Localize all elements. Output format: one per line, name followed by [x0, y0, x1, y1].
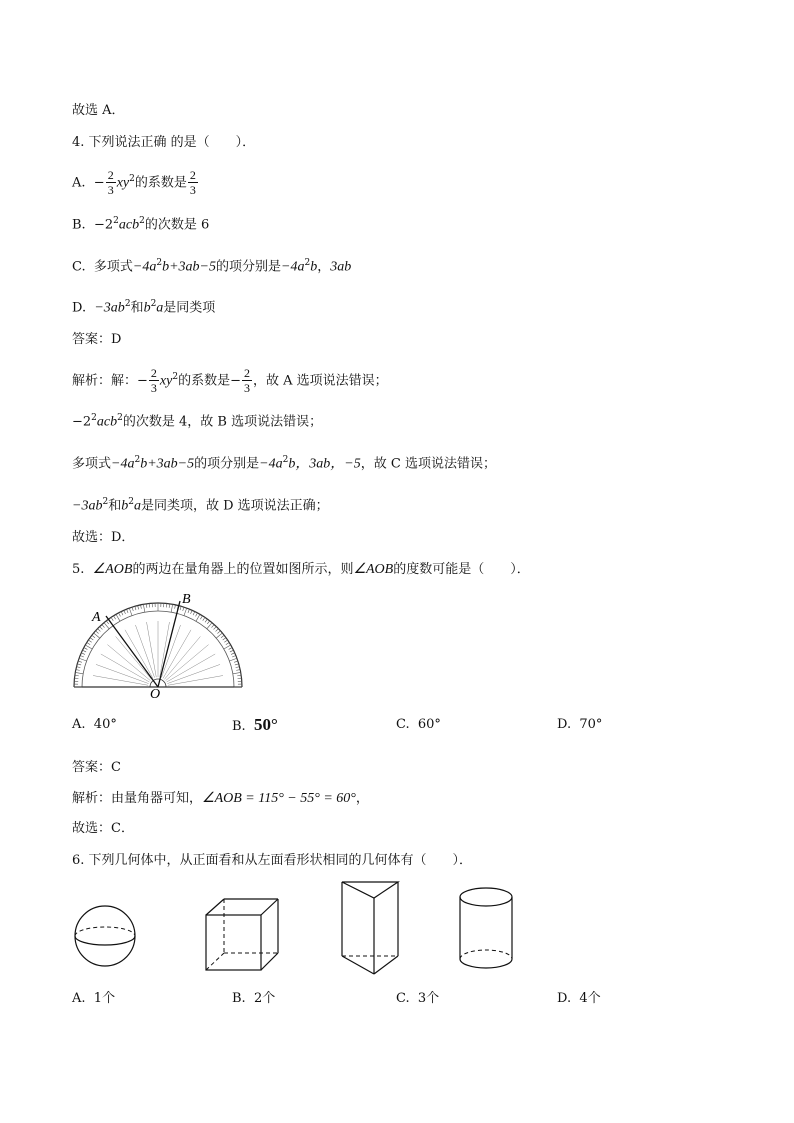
option-label: D. — [557, 717, 572, 732]
analysis-text: 的系数是 — [178, 373, 231, 389]
protractor-tick — [88, 640, 91, 642]
protractor-tick — [76, 670, 80, 671]
protractor-tick — [111, 617, 113, 620]
fraction — [188, 168, 198, 197]
protractor-tick — [146, 604, 147, 608]
conjunction: 和 — [108, 498, 122, 514]
q6-option-d — [557, 987, 601, 1006]
option-value: 1个 — [93, 991, 116, 1006]
protractor-tick — [100, 627, 103, 630]
q4-option-d — [72, 294, 215, 318]
variable: xy — [159, 373, 173, 389]
fraction-denominator: 3 — [244, 381, 251, 396]
separator: ， — [317, 259, 331, 275]
q6-stem: 6. 下列几何体中，从正面看和从左面看形状相同的几何体有（ ）． — [72, 853, 473, 868]
protractor-tick — [212, 625, 215, 628]
option-label: D. — [557, 991, 572, 1006]
protractor-tick — [193, 612, 195, 616]
fraction-numerator: 2 — [107, 168, 114, 183]
protractor-tick — [76, 667, 80, 668]
protractor-tick — [119, 613, 121, 617]
protractor-tick — [180, 606, 181, 610]
expression: −2 — [93, 217, 114, 233]
variable: acb — [96, 414, 118, 430]
expression: ，3ab，−5 — [295, 456, 361, 472]
option-value: 40° — [93, 717, 117, 732]
expression: 3ab — [330, 259, 352, 275]
expression: a — [133, 498, 141, 514]
expression: a — [156, 300, 164, 316]
protractor-tick — [84, 648, 88, 650]
protractor-tick — [96, 631, 99, 634]
minus-sign: − — [230, 373, 242, 389]
expression: b — [288, 456, 296, 472]
option-value: 4个 — [579, 991, 601, 1006]
expression: b — [121, 498, 129, 514]
protractor-tick — [143, 604, 144, 612]
variable: xy — [116, 175, 130, 191]
q5-option-c — [396, 717, 441, 732]
protractor-tick — [116, 614, 120, 621]
fraction-denominator: 3 — [150, 381, 157, 396]
analysis-text: ， — [355, 791, 369, 806]
protractor-tick — [78, 661, 82, 662]
label-o: O — [150, 687, 161, 702]
exponent: 2 — [282, 455, 289, 465]
q4-option-b — [72, 211, 209, 235]
protractor-tick — [237, 675, 241, 676]
fraction-denominator: 3 — [189, 183, 196, 198]
protractor-tick — [75, 672, 83, 673]
expression: −4a — [111, 456, 135, 472]
protractor-tick — [233, 672, 241, 673]
analysis-expression: ∠AOB = 115° − 55° = 60° — [202, 791, 356, 806]
protractor-tick — [207, 621, 209, 624]
protractor-tick — [75, 675, 79, 676]
expression: b — [143, 300, 151, 316]
question-number: 5. — [72, 562, 85, 577]
q5-answer: 答案：C — [72, 760, 121, 775]
exponent: 2 — [156, 258, 163, 268]
protractor-tick — [90, 638, 93, 640]
q5-option-a — [72, 717, 117, 732]
expression: b+3ab−5 — [162, 259, 216, 275]
q4-analysis-line-1 — [72, 362, 388, 396]
fraction-numerator: 2 — [244, 366, 251, 381]
protractor-tick — [81, 653, 85, 655]
sphere-figure — [70, 900, 140, 970]
analysis-text: 的项分别是 — [194, 456, 260, 472]
protractor-tick — [223, 638, 226, 640]
fraction — [149, 366, 159, 395]
protractor-tick — [214, 627, 217, 630]
protractor-tick — [92, 635, 95, 637]
protractor-tick — [217, 631, 220, 634]
protractor-tick — [230, 650, 234, 652]
label-a: A — [92, 610, 101, 625]
expression: b+3ab−5 — [140, 456, 195, 472]
q6-option-a — [72, 987, 115, 1006]
q4-analysis-line-4 — [72, 492, 329, 516]
expression: −3ab — [72, 498, 103, 514]
analysis-text: ，故 C 选项说法错误； — [360, 456, 496, 472]
q4-conclusion: 故选：D． — [72, 530, 135, 545]
protractor-tick — [171, 604, 172, 612]
protractor-tick — [124, 610, 126, 614]
conjunction: 和 — [130, 300, 144, 316]
triangular-prism-figure — [338, 878, 404, 978]
q4-analysis-line-3 — [72, 450, 496, 474]
q5-analysis — [72, 789, 369, 809]
option-text: 的项分别是 — [216, 259, 282, 275]
fraction-numerator: 2 — [189, 168, 196, 183]
analysis-prefix: 多项式 — [72, 456, 112, 472]
option-value: 3个 — [417, 991, 440, 1006]
variable: acb — [118, 217, 140, 233]
protractor-tick — [132, 607, 133, 611]
minus-sign: − — [93, 175, 105, 191]
expression: b — [310, 259, 318, 275]
exponent: 2 — [102, 497, 109, 507]
protractor-tick — [226, 642, 229, 644]
cylinder-figure — [457, 885, 517, 975]
expression: −4a — [281, 259, 305, 275]
protractor-tick — [196, 614, 200, 621]
protractor-tick — [221, 635, 224, 637]
option-text: 的次数是 6 — [144, 217, 210, 233]
protractor-tick — [169, 604, 170, 608]
q5-option-d — [557, 717, 602, 732]
minus-sign: − — [137, 373, 148, 389]
q6-option-b — [232, 987, 275, 1006]
angle-name: ∠AOB — [353, 562, 394, 577]
protractor-tick — [236, 667, 240, 668]
fraction — [106, 168, 116, 197]
protractor-tick — [200, 616, 202, 619]
option-value: 2个 — [253, 991, 276, 1006]
q4-option-a — [72, 164, 199, 198]
option-label: C. — [396, 717, 410, 732]
protractor-tick — [175, 605, 176, 609]
protractor-tick — [191, 610, 193, 614]
option-label: A. — [72, 717, 86, 732]
exponent: 2 — [129, 174, 135, 184]
option-label: C. — [396, 991, 410, 1006]
protractor-tick — [135, 606, 136, 610]
q4-analysis-line-2 — [72, 408, 322, 432]
protractor-tick — [106, 621, 108, 624]
option-label: A. — [72, 991, 86, 1006]
option-label: C. — [72, 259, 86, 275]
protractor-tick — [138, 605, 139, 609]
option-label: A. — [72, 175, 86, 191]
protractor-tick — [77, 664, 81, 665]
protractor-tick — [216, 629, 219, 632]
exponent: 2 — [172, 372, 179, 382]
option-text: 是同类项 — [163, 300, 216, 316]
exponent: 2 — [304, 258, 311, 268]
option-label: B. — [232, 991, 246, 1006]
protractor-tick — [79, 658, 87, 661]
option-label: B. — [232, 719, 246, 734]
protractor-tick — [234, 661, 238, 662]
protractor-tick — [229, 658, 237, 661]
q4-stem: 4. 下列说法正确 的是（ ）． — [72, 135, 256, 150]
exponent: 2 — [128, 497, 134, 507]
exponent: 2 — [124, 299, 131, 309]
exponent: 2 — [134, 455, 141, 465]
protractor-tick — [236, 670, 240, 671]
protractor-tick — [113, 616, 115, 619]
protractor-tick — [85, 645, 92, 649]
ray-oa — [106, 616, 158, 687]
protractor-tick — [102, 625, 105, 628]
expression: −2 — [72, 414, 92, 430]
protractor-tick — [183, 607, 184, 611]
analysis-prefix: 解析：解： — [72, 373, 138, 389]
protractor-tick — [203, 617, 205, 620]
protractor-tick — [205, 619, 207, 622]
protractor-tick — [231, 653, 235, 655]
exponent: 2 — [150, 299, 157, 309]
expression: −4a — [132, 259, 157, 275]
option-label: D. — [72, 300, 87, 316]
protractor-tick — [98, 629, 101, 632]
protractor-tick — [80, 656, 84, 657]
protractor-tick — [188, 609, 189, 613]
fraction — [242, 366, 252, 395]
protractor-tick — [235, 664, 239, 665]
expression: −4a — [259, 456, 283, 472]
fraction-numerator: 2 — [150, 366, 157, 381]
option-value: 60° — [417, 717, 441, 732]
protractor-tick — [127, 609, 128, 613]
protractor-tick — [87, 642, 90, 644]
q4-option-c — [72, 253, 351, 277]
expression: −3ab — [94, 300, 125, 316]
cube-figure — [200, 895, 280, 975]
label-b: B — [182, 592, 191, 607]
protractor-tick — [141, 605, 142, 609]
protractor-tick — [232, 656, 236, 657]
analysis-text: ，故 A 选项说法错误； — [253, 373, 388, 389]
q5-option-b — [232, 715, 278, 735]
option-value: 50° — [253, 715, 278, 734]
option-label: B. — [72, 217, 86, 233]
q4-answer: 答案：D — [72, 332, 122, 347]
analysis-prefix: 解析：由量角器可知， — [72, 791, 203, 806]
exponent: 2 — [113, 216, 119, 226]
protractor-figure — [70, 590, 250, 700]
q5-conclusion: 故选：C． — [72, 821, 134, 836]
stem-text: 的两边在量角器上的位置如图所示，则 — [132, 562, 354, 577]
protractor-tick — [129, 608, 132, 616]
exponent: 2 — [117, 413, 123, 423]
q6-option-c — [396, 987, 439, 1006]
option-prefix: 多项式 — [93, 259, 133, 275]
angle-name: ∠AOB — [92, 562, 133, 577]
exponent: 2 — [139, 216, 145, 226]
protractor-tick — [224, 645, 231, 649]
protractor-tick — [196, 613, 198, 617]
option-value: 70° — [579, 717, 603, 732]
fraction-denominator: 3 — [107, 183, 114, 198]
protractor-tick — [224, 640, 227, 642]
q3-conclusion: 故选 A． — [72, 103, 125, 118]
protractor-tick — [229, 648, 233, 650]
protractor-tick — [83, 650, 87, 652]
exponent: 2 — [91, 413, 97, 423]
protractor-tick — [184, 608, 187, 616]
option-text: 的系数是 — [134, 175, 187, 191]
protractor-tick — [121, 612, 123, 616]
q5-stem — [72, 560, 530, 580]
analysis-text: 是同类项，故 D 选项说法正确； — [140, 498, 329, 514]
stem-text: 的度数可能是（ ）． — [393, 562, 530, 577]
analysis-text: 的次数是 4，故 B 选项说法错误； — [122, 414, 323, 430]
